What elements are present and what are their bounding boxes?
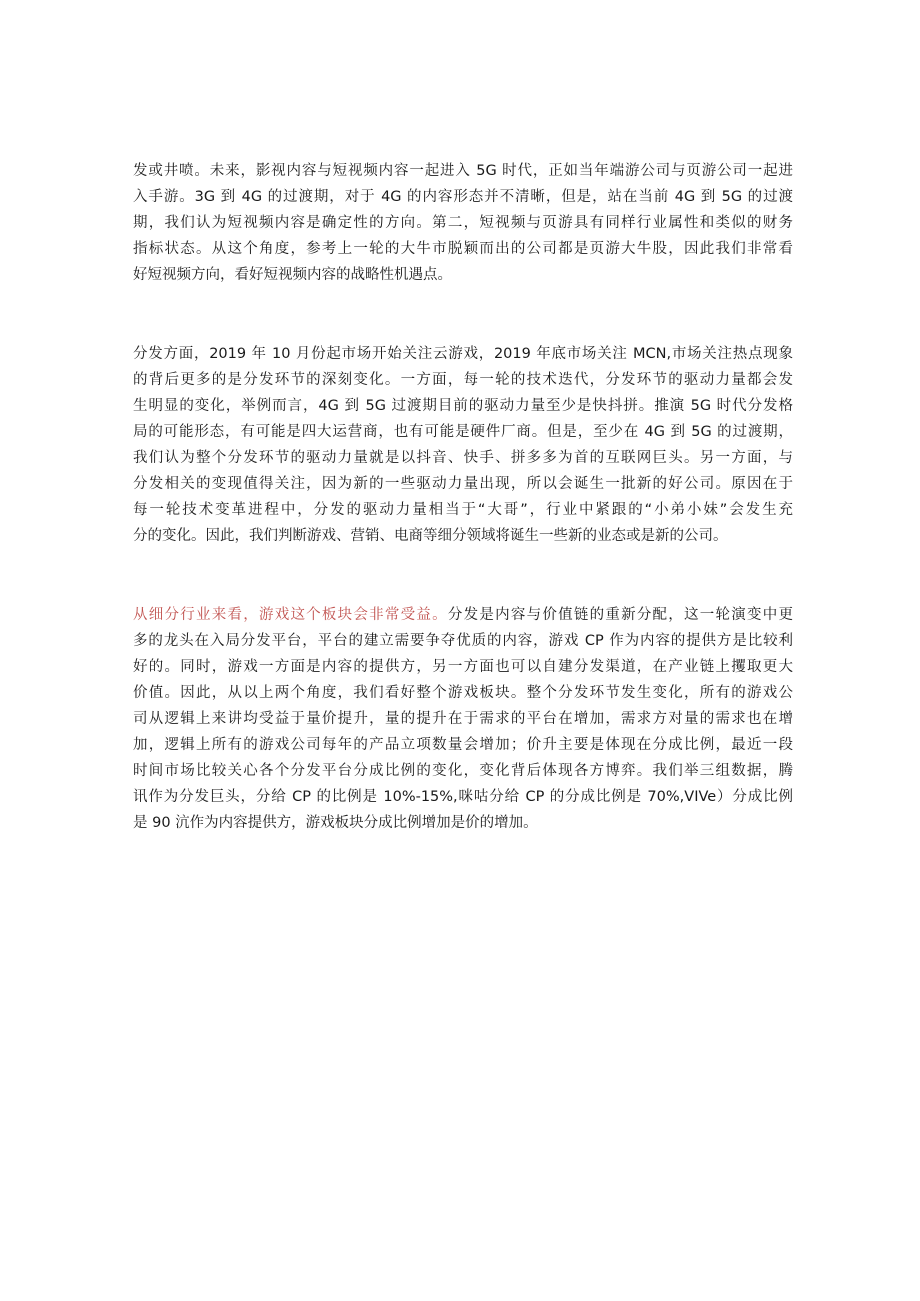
- text-line: 价值。因此，从以上两个角度，我们看好整个游戏板块。整个分发环节发生变化，所有的游戏公: [133, 685, 793, 701]
- highlighted-lead-sentence: 从细分行业来看，游戏这个板块会非常受益。: [133, 607, 448, 623]
- text-line: 局的可能形态，有可能是四大运营商，也有可能是硬件厂商。但是，至少在 4G 到 5G 的过渡期，: [133, 424, 793, 440]
- text-line: 期，我们认为短视频内容是确定性的方向。第二，短视频与页游具有同样行业属性和类似的财务: [133, 215, 793, 231]
- text-line: 司从逻辑上来讲均受益于量价提升，量的提升在于需求的平台在增加，需求方对量的需求也在增: [133, 711, 793, 727]
- text-line: 好的。同时，游戏一方面是内容的提供方，另一方面也可以自建分发渠道，在产业链上攫取更大: [133, 659, 793, 675]
- paragraph-distribution: [133, 341, 793, 549]
- text-line: 的背后更多的是分发环节的深刻变化。一方面，每一轮的技术迭代，分发环节的驱动力量都会发: [133, 372, 793, 388]
- text-line: 加，逻辑上所有的游戏公司每年的产品立项数量会增加；价升主要是体现在分成比例，最近一段: [133, 737, 793, 753]
- text-line: 是 90 沆作为内容提供方，游戏板块分成比例增加是价的增加。: [133, 815, 538, 831]
- paragraph-gaming-sector: [133, 602, 793, 836]
- text-line: 分发方面，2019 年 10 月份起市场开始关注云游戏，2019 年底市场关注 MCN,市场关注热点现象: [133, 346, 793, 362]
- paragraph-short-video: [133, 158, 793, 288]
- text-line: 每一轮技术变革进程中，分发的驱动力量相当于“大哥”，行业中紧跟的“小弟小妹”会发生充: [133, 502, 793, 518]
- text-line: 指标状态。从这个角度，参考上一轮的大牛市脱颖而出的公司都是页游大牛股，因此我们非常看: [133, 241, 793, 257]
- text-line: 多的龙头在入局分发平台，平台的建立需要争夺优质的内容，游戏 CP 作为内容的提供方是比较利: [133, 633, 793, 649]
- lead-line-continuation: 分发是内容与价值链的重新分配，这一轮演变中更: [447, 607, 794, 623]
- text-line: 好短视频方向，看好短视频内容的战略性机遇点。: [133, 267, 452, 283]
- text-line: 我们认为整个分发环节的驱动力量就是以抖音、快手、拼多多为首的互联网巨头。另一方面，与: [133, 450, 793, 466]
- text-line: 生明显的变化，举例而言，4G 到 5G 过渡期目前的驱动力量至少是快抖拼。推演 5G 时代分发格: [133, 398, 793, 414]
- text-line: 入手游。3G 到 4G 的过渡期，对于 4G 的内容形态并不清晰，但是，站在当前 4G 到 5G 的过渡: [133, 189, 793, 205]
- text-line: 时间市场比较关心各个分发平台分成比例的变化，变化背后体现各方博弈。我们举三组数据，腾: [133, 763, 793, 779]
- text-line-lead: [133, 602, 793, 628]
- text-line: 讯作为分发巨头，分给 CP 的比例是 10%-15%,咪咕分给 CP 的分成比例是 70%,VIVe）分成比例: [133, 789, 793, 805]
- text-line: 发或井喷。未来，影视内容与短视频内容一起进入 5G 时代，正如当年端游公司与页游公司一起进: [133, 163, 793, 179]
- text-line: 分发相关的变现值得关注，因为新的一些驱动力量出现，所以会诞生一批新的好公司。原因在于: [133, 476, 793, 492]
- text-line: 分的变化。因此，我们判断游戏、营销、电商等细分领域将诞生一些新的业态或是新的公司。: [133, 528, 728, 544]
